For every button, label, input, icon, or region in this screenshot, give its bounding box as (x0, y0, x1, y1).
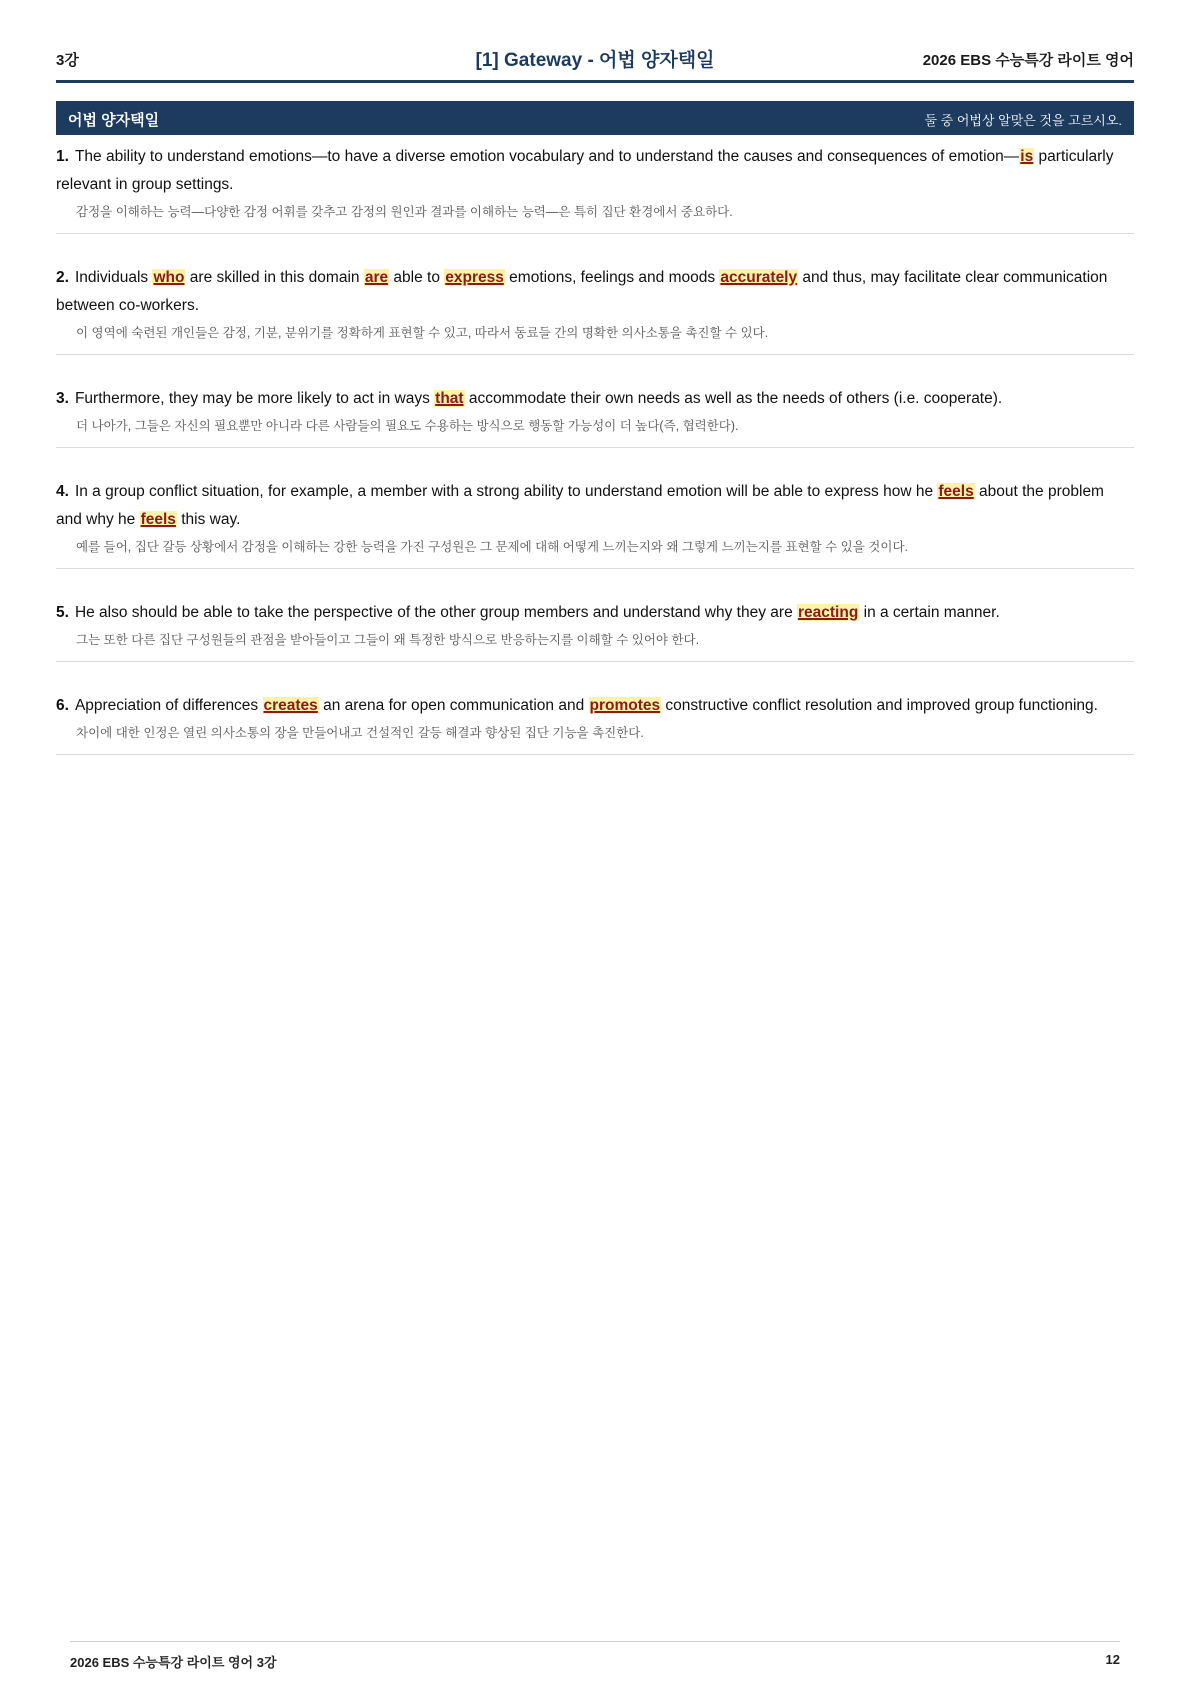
question-item (56, 692, 1134, 755)
grammar-choice[interactable]: who (153, 269, 185, 286)
sentence-text: are skilled in this domain (185, 269, 364, 286)
sentence-text: emotions, feelings and moods (504, 269, 720, 286)
korean-translation: 이 영역에 숙련된 개인들은 감정, 기분, 분위기를 정확하게 표현할 수 있고, 따라서 동료들 간의 명확한 의사소통을 촉진할 수 있다. (76, 326, 769, 340)
question-number: 3. (56, 390, 69, 407)
grammar-choice[interactable]: that (435, 390, 464, 407)
grammar-choice[interactable]: are (364, 269, 389, 286)
page-title: [1] Gateway - 어법 양자택일 (475, 50, 715, 71)
grammar-choice[interactable]: feels (938, 483, 974, 500)
sentence-text: Furthermore, they may be more likely to act in ways (74, 390, 435, 407)
sentence-text: In a group conflict situation, for example, a member with a strong ability to understand emotion will be able to express how he (74, 483, 938, 500)
grammar-choice[interactable]: reacting (798, 604, 859, 621)
question-item (56, 478, 1134, 569)
sentence-text: particularly relevant in group settings. (56, 148, 1114, 193)
sentence-text: an arena for open communication and (318, 697, 589, 714)
sentence-text: accommodate their own needs as well as the needs of others (i.e. cooperate). (464, 390, 1003, 407)
sentence-text: and thus, may facilitate clear communication between co-workers. (56, 269, 1108, 314)
korean-translation: 차이에 대한 인정은 열린 의사소통의 장을 만들어내고 건설적인 갈등 해결과 향상된 집단 기능을 촉진한다. (76, 726, 644, 740)
sentence-text: Individuals (74, 269, 153, 286)
question-sentence (56, 692, 1134, 720)
question-sentence (56, 264, 1134, 320)
sentence-text: constructive conflict resolution and improved group functioning. (661, 697, 1098, 714)
question-item (56, 385, 1134, 448)
lesson-label: 3강 (56, 52, 79, 69)
grammar-choice[interactable]: promotes (589, 697, 661, 714)
sentence-text: about the problem and why he (56, 483, 1104, 528)
korean-translation: 그는 또한 다른 집단 구성원들의 관점을 받아들이고 그들이 왜 특정한 방식으로 반응하는지를 이해할 수 있어야 한다. (76, 633, 700, 647)
sentence-text: able to (389, 269, 445, 286)
page-header (56, 40, 1134, 83)
sentence-text: Appreciation of differences (74, 697, 263, 714)
grammar-choice[interactable]: feels (140, 511, 176, 528)
grammar-choice[interactable]: is (1020, 148, 1034, 165)
question-sentence (56, 385, 1134, 413)
question-list (56, 143, 1134, 785)
korean-translation: 더 나아가, 그들은 자신의 필요뿐만 아니라 다른 사람들의 필요도 수용하는 방식으로 행동할 가능성이 더 높다(즉, 협력한다). (76, 419, 739, 433)
grammar-choice[interactable]: creates (263, 697, 318, 714)
section-title: 어법 양자택일 (68, 112, 160, 129)
question-number: 1. (56, 148, 69, 165)
section-instruction: 둘 중 어법상 알맞은 것을 고르시오. (924, 113, 1122, 128)
korean-translation: 감정을 이해하는 능력—다양한 감정 어휘를 갖추고 감정의 원인과 결과를 이해하는 능력—은 특히 집단 환경에서 중요하다. (76, 205, 733, 219)
grammar-choice[interactable]: express (445, 269, 504, 286)
page-number: 12 (1105, 1652, 1120, 1667)
korean-translation: 예를 들어, 집단 갈등 상황에서 감정을 이해하는 강한 능력을 가진 구성원은 그 문제에 대해 어떻게 느끼는지와 왜 그렇게 느끼는지를 표현할 수 있을 것이다. (76, 540, 909, 554)
question-number: 6. (56, 697, 69, 714)
sentence-text: He also should be able to take the perspective of the other group members and understand why they are (74, 604, 797, 621)
question-number: 2. (56, 269, 69, 286)
question-item (56, 264, 1134, 355)
footer-book-title: 2026 EBS 수능특강 라이트 영어 3강 (70, 1655, 277, 1670)
grammar-choice[interactable]: accurately (720, 269, 798, 286)
sentence-text: The ability to understand emotions—to have a diverse emotion vocabulary and to understand the causes and consequences of emotion— (74, 148, 1020, 165)
question-sentence (56, 478, 1134, 534)
book-title: 2026 EBS 수능특강 라이트 영어 (922, 52, 1134, 69)
question-number: 4. (56, 483, 69, 500)
sentence-text: this way. (176, 511, 241, 528)
question-sentence (56, 599, 1134, 627)
page-footer (70, 1641, 1120, 1672)
question-item (56, 599, 1134, 662)
question-sentence (56, 143, 1134, 199)
question-number: 5. (56, 604, 69, 621)
question-item (56, 143, 1134, 234)
sentence-text: in a certain manner. (859, 604, 1000, 621)
section-bar (56, 101, 1134, 135)
